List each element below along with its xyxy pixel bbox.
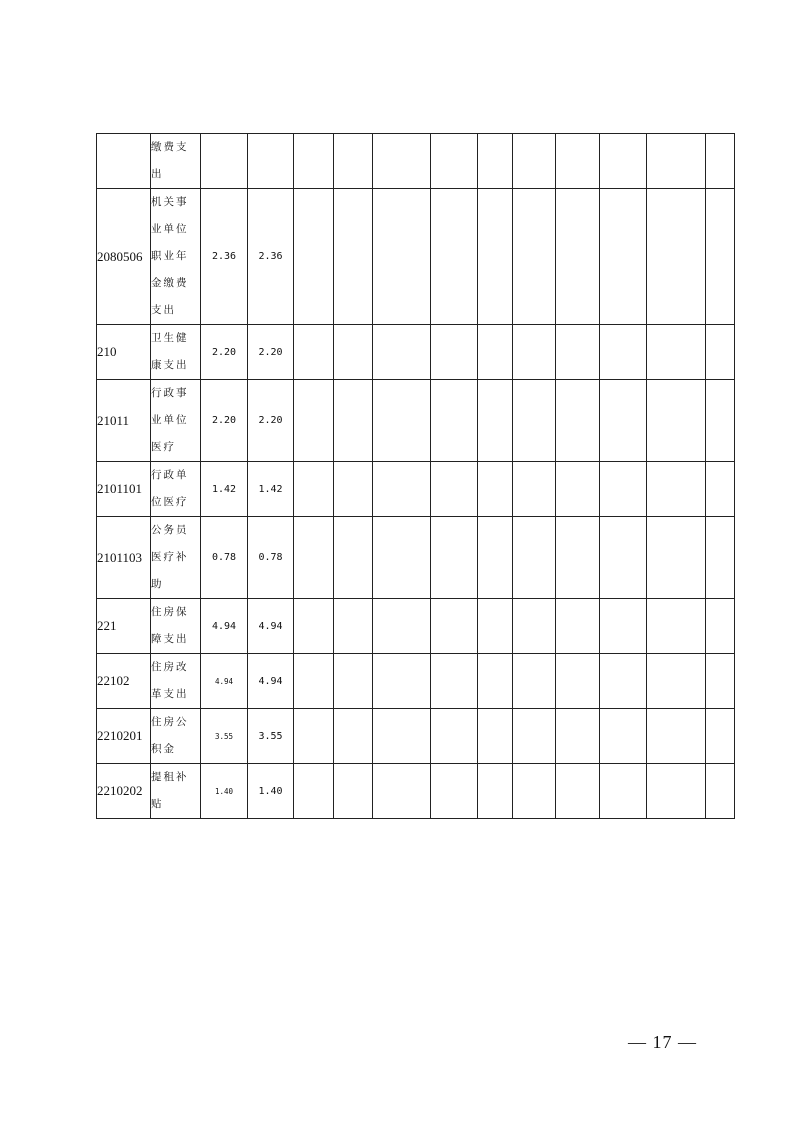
empty-cell <box>294 654 334 709</box>
empty-cell <box>431 380 478 462</box>
empty-cell <box>513 134 556 189</box>
empty-cell <box>431 189 478 325</box>
table-row <box>97 764 735 819</box>
empty-cell <box>600 325 647 380</box>
empty-cell <box>647 189 706 325</box>
empty-cell <box>556 189 600 325</box>
row-code: 2101103 <box>97 517 151 599</box>
row-name: 卫生健康支出 <box>151 325 201 380</box>
empty-cell <box>600 709 647 764</box>
empty-cell <box>513 189 556 325</box>
empty-cell <box>647 517 706 599</box>
empty-cell <box>556 462 600 517</box>
empty-cell <box>556 134 600 189</box>
row-name: 住房保障支出 <box>151 599 201 654</box>
empty-cell <box>647 462 706 517</box>
empty-cell <box>431 709 478 764</box>
empty-cell <box>478 134 513 189</box>
row-name: 住房公积金 <box>151 709 201 764</box>
empty-cell <box>513 764 556 819</box>
table-row <box>97 380 735 462</box>
empty-cell <box>513 325 556 380</box>
empty-cell <box>478 599 513 654</box>
empty-cell <box>478 764 513 819</box>
empty-cell <box>294 709 334 764</box>
row-code: 21011 <box>97 380 151 462</box>
table-row <box>97 134 735 189</box>
row-total-amount: 0.78 <box>201 517 248 599</box>
row-code: 2080506 <box>97 189 151 325</box>
empty-cell <box>431 599 478 654</box>
row-basic-amount: 2.36 <box>248 189 294 325</box>
row-name: 行政单位医疗 <box>151 462 201 517</box>
empty-cell <box>373 134 431 189</box>
row-total-amount <box>201 134 248 189</box>
empty-cell <box>647 709 706 764</box>
empty-cell <box>600 462 647 517</box>
row-name: 行政事业单位医疗 <box>151 380 201 462</box>
empty-cell <box>334 599 373 654</box>
page-number: — 17 — <box>628 1032 697 1052</box>
empty-cell <box>334 517 373 599</box>
empty-cell <box>478 462 513 517</box>
row-basic-amount <box>248 134 294 189</box>
empty-cell <box>431 764 478 819</box>
empty-cell <box>478 325 513 380</box>
row-name: 机关事业单位职业年金缴费支出 <box>151 189 201 325</box>
row-total-amount: 2.20 <box>201 325 248 380</box>
empty-cell <box>647 654 706 709</box>
empty-cell <box>294 599 334 654</box>
table-row <box>97 325 735 380</box>
empty-cell <box>373 709 431 764</box>
row-name: 缴费支出 <box>151 134 201 189</box>
row-total-amount: 1.40 <box>201 764 248 819</box>
empty-cell <box>706 599 735 654</box>
empty-cell <box>478 654 513 709</box>
table-row <box>97 462 735 517</box>
row-code <box>97 134 151 189</box>
empty-cell <box>556 517 600 599</box>
empty-cell <box>373 189 431 325</box>
empty-cell <box>373 517 431 599</box>
empty-cell <box>600 517 647 599</box>
empty-cell <box>600 189 647 325</box>
row-total-amount: 4.94 <box>201 654 248 709</box>
empty-cell <box>556 709 600 764</box>
empty-cell <box>647 134 706 189</box>
empty-cell <box>706 709 735 764</box>
empty-cell <box>478 709 513 764</box>
table-row <box>97 709 735 764</box>
row-name: 公务员医疗补助 <box>151 517 201 599</box>
row-code: 2101101 <box>97 462 151 517</box>
empty-cell <box>556 380 600 462</box>
empty-cell <box>706 764 735 819</box>
empty-cell <box>334 325 373 380</box>
empty-cell <box>431 517 478 599</box>
row-code: 2210201 <box>97 709 151 764</box>
empty-cell <box>600 764 647 819</box>
row-basic-amount: 1.42 <box>248 462 294 517</box>
table-body <box>97 134 735 819</box>
empty-cell <box>334 709 373 764</box>
empty-cell <box>334 462 373 517</box>
empty-cell <box>294 764 334 819</box>
row-total-amount: 2.20 <box>201 380 248 462</box>
table-row <box>97 517 735 599</box>
row-total-amount: 2.36 <box>201 189 248 325</box>
empty-cell <box>431 462 478 517</box>
row-basic-amount: 0.78 <box>248 517 294 599</box>
table-row <box>97 599 735 654</box>
row-basic-amount: 3.55 <box>248 709 294 764</box>
empty-cell <box>513 709 556 764</box>
row-total-amount: 1.42 <box>201 462 248 517</box>
empty-cell <box>513 599 556 654</box>
empty-cell <box>706 325 735 380</box>
empty-cell <box>294 517 334 599</box>
empty-cell <box>600 599 647 654</box>
row-basic-amount: 2.20 <box>248 380 294 462</box>
empty-cell <box>478 380 513 462</box>
empty-cell <box>294 189 334 325</box>
empty-cell <box>334 380 373 462</box>
empty-cell <box>513 462 556 517</box>
empty-cell <box>334 654 373 709</box>
empty-cell <box>513 517 556 599</box>
empty-cell <box>556 325 600 380</box>
empty-cell <box>647 764 706 819</box>
empty-cell <box>294 134 334 189</box>
row-basic-amount: 1.40 <box>248 764 294 819</box>
empty-cell <box>556 599 600 654</box>
empty-cell <box>373 654 431 709</box>
empty-cell <box>706 189 735 325</box>
empty-cell <box>647 380 706 462</box>
row-basic-amount: 4.94 <box>248 654 294 709</box>
empty-cell <box>706 134 735 189</box>
empty-cell <box>373 325 431 380</box>
empty-cell <box>600 380 647 462</box>
row-name: 提租补贴 <box>151 764 201 819</box>
empty-cell <box>334 189 373 325</box>
empty-cell <box>294 462 334 517</box>
empty-cell <box>294 380 334 462</box>
empty-cell <box>706 462 735 517</box>
empty-cell <box>431 134 478 189</box>
empty-cell <box>706 517 735 599</box>
empty-cell <box>478 517 513 599</box>
row-name: 住房改革支出 <box>151 654 201 709</box>
empty-cell <box>647 325 706 380</box>
empty-cell <box>556 764 600 819</box>
empty-cell <box>431 654 478 709</box>
empty-cell <box>373 764 431 819</box>
budget-expenditure-table <box>96 133 735 819</box>
empty-cell <box>513 654 556 709</box>
row-basic-amount: 2.20 <box>248 325 294 380</box>
empty-cell <box>334 764 373 819</box>
table-row <box>97 654 735 709</box>
row-code: 2210202 <box>97 764 151 819</box>
empty-cell <box>600 654 647 709</box>
empty-cell <box>513 380 556 462</box>
empty-cell <box>373 462 431 517</box>
empty-cell <box>373 599 431 654</box>
empty-cell <box>600 134 647 189</box>
empty-cell <box>647 599 706 654</box>
row-basic-amount: 4.94 <box>248 599 294 654</box>
row-code: 221 <box>97 599 151 654</box>
table-row <box>97 189 735 325</box>
row-total-amount: 3.55 <box>201 709 248 764</box>
empty-cell <box>431 325 478 380</box>
empty-cell <box>706 380 735 462</box>
empty-cell <box>294 325 334 380</box>
row-code: 210 <box>97 325 151 380</box>
empty-cell <box>706 654 735 709</box>
row-code: 22102 <box>97 654 151 709</box>
empty-cell <box>373 380 431 462</box>
empty-cell <box>334 134 373 189</box>
row-total-amount: 4.94 <box>201 599 248 654</box>
empty-cell <box>556 654 600 709</box>
empty-cell <box>478 189 513 325</box>
